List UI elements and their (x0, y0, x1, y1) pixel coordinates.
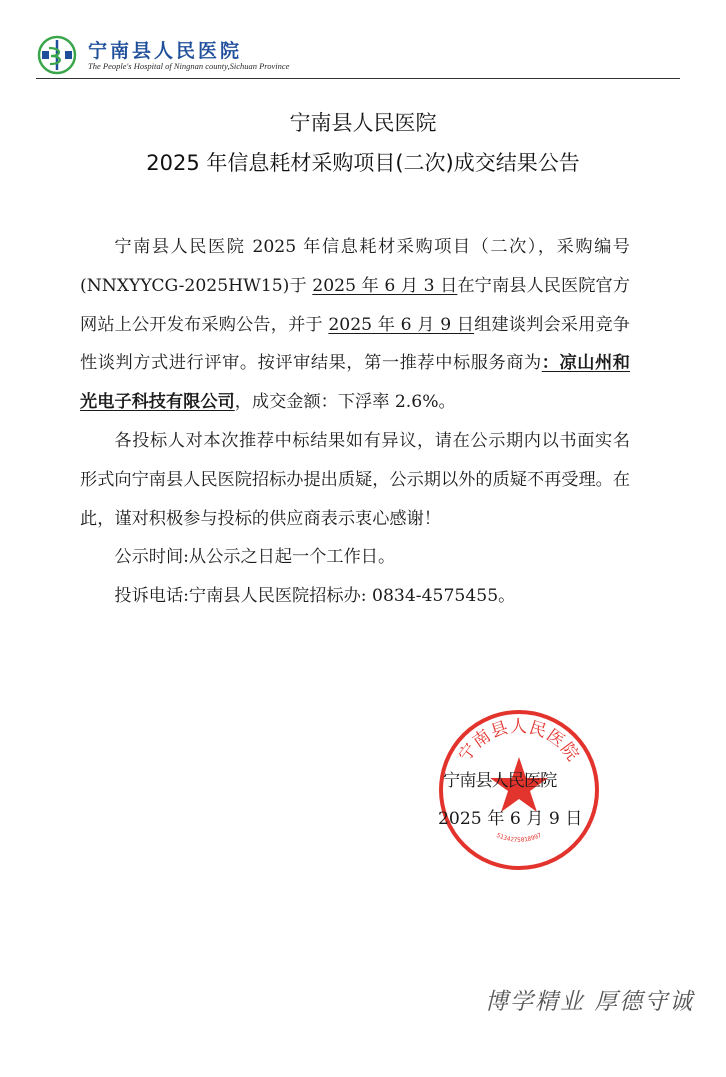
header-divider (36, 78, 680, 79)
letterhead (36, 30, 676, 80)
winning-vendor: ：凉山州和光电子科技有限公司 (80, 353, 630, 413)
signature-organization: 宁南县人民医院 (443, 771, 557, 791)
publish-date: 2025 年 6 月 3 日 (312, 275, 458, 296)
paragraph-result (80, 228, 630, 422)
document-title-line2: 2025 年信息耗材采购项目(二次)成交结果公告 (146, 151, 580, 175)
p1-intro: 宁南县人民医院 2025 年信息耗材采购项目（二次），采购编号(NNXYYCG-2025HW15)于 (80, 237, 630, 296)
p1-tail: ，成交金额：下浮率 2.6%。 (234, 392, 456, 413)
paragraph-complaint-phone: 投诉电话:宁南县人民医院招标办: 0834-4575455。 (114, 586, 516, 607)
hospital-logo-icon (36, 34, 78, 76)
document-title-line1: 宁南县人民医院 (289, 111, 437, 135)
hospital-name-cn: 宁南县人民医院 (88, 40, 243, 62)
signature-date: 2025 年 6 月 9 日 (438, 809, 583, 829)
evaluation-date: 2025 年 6 月 9 日 (328, 314, 475, 335)
svg-text:5134275018997: 5134275018997 (495, 831, 543, 844)
hospital-motto: 博学精业 厚德守诚 (485, 989, 695, 1015)
svg-text:宁南县人民医院: 宁南县人民医院 (454, 717, 584, 766)
document-body (80, 228, 630, 616)
p1-mid: 在宁南县人民医院官方网站上公开发布采购公告，并于 (80, 275, 630, 335)
p1-after-date: 组建谈判会采用竞争性谈判方式进行评审。按评审结果，第一推荐中标服务商为 (80, 314, 630, 374)
paragraph-objection: 各投标人对本次推荐中标结果如有异议，请在公示期内以书面实名形式向宁南县人民医院招标办提出质疑，公示期以外的质疑不再受理。在此，谨对积极参与投标的供应商表示衷心感谢！ (80, 430, 631, 529)
hospital-name-en: The People's Hospital of Ningnan county,Sichuan Province (88, 61, 290, 71)
paragraph-period: 公示时间:从公示之日起一个工作日。 (114, 547, 396, 568)
